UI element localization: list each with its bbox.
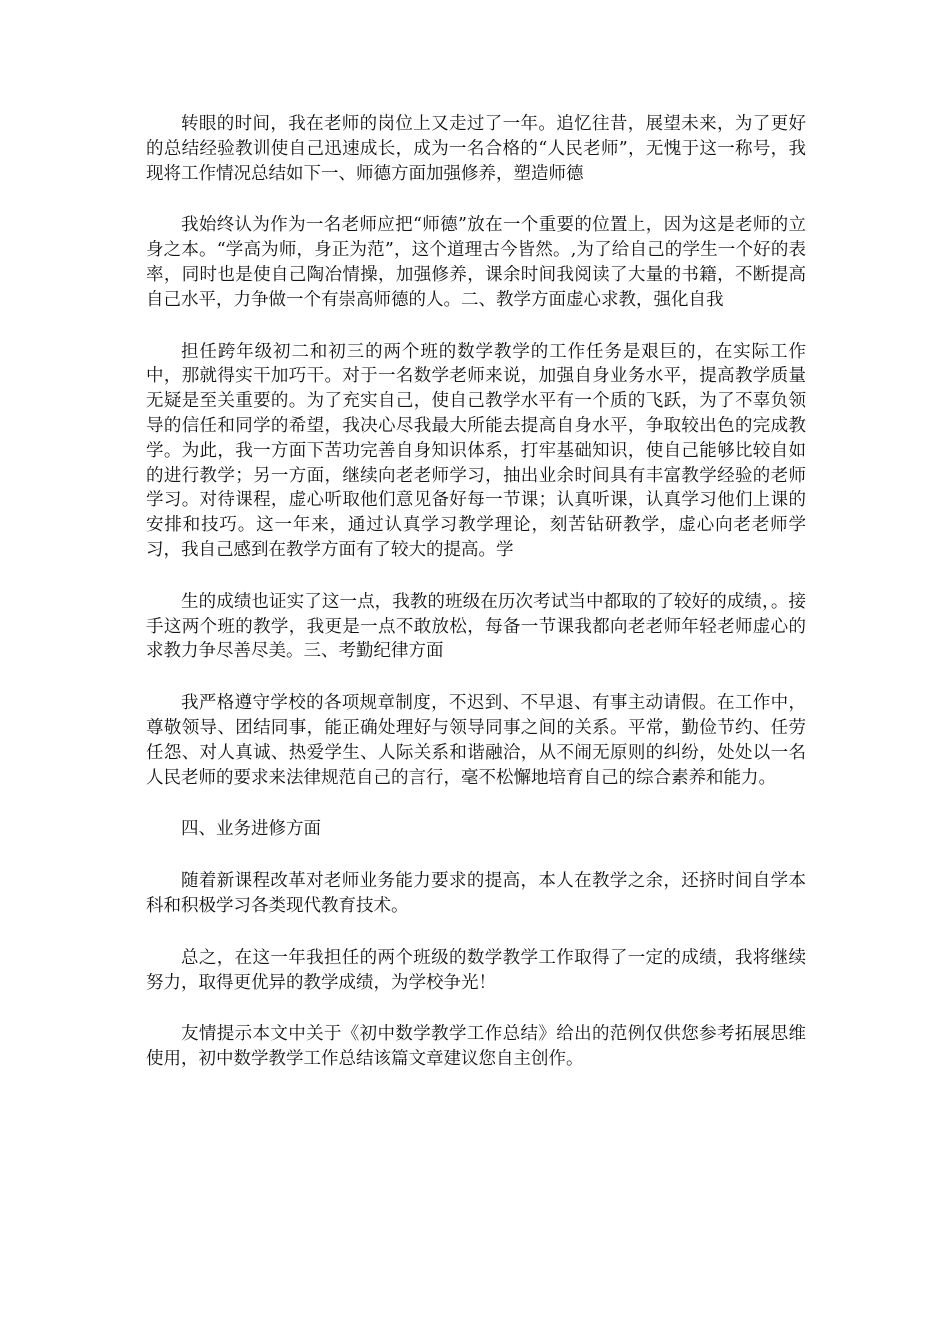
section-heading-professional-development: 四、业务进修方面 [181, 819, 321, 840]
paragraph-teaching: 担任跨年级初二和初三的两个班的数学教学的工作任务是艰巨的，在实际工作中，那就得实干加巧干。对于一名数学老师来说，加强自身业务水平，提高教学质量无疑是至关重要的。为了充实自己，使自己教学水平有一个质的飞跃，为了不辜负领导的信任和同学的希望，我决心尽我最大所能去提高自身水平，争取较出色的完成教学。为此，我一方面下苦功完善自身知识体系，打牢基础知识，使自己能够比较自如的进行教学；另一方面，继续向老老师学习，抽出业余时间具有丰富教学经验的老师学习。对待课程，虚心听取他们意见备好每一节课；认真听课，认真学习他们上课的安排和技巧。这一年来，通过认真学习教学理论，刻苦钻研教学，虚心向老老师学习，我自己感到在教学方面有了较大的提高。学 [146, 341, 806, 560]
paragraph-conclusion: 总之，在这一年我担任的两个班级的数学教学工作取得了一定的成绩，我将继续努力，取得更优异的教学成绩，为学校争光！ [146, 947, 806, 993]
paragraph-results: 生的成绩也证实了这一点，我教的班级在历次考试当中都取的了较好的成绩，。接手这两个班的教学，我更是一点不敢放松，每备一节课我都向老老师年轻老师虚心的求教力争尽善尽美。三、考勤纪律方面 [146, 591, 806, 662]
document-body [146, 112, 806, 1099]
paragraph-teacher-ethics: 我始终认为作为一名老师应把“师德”放在一个重要的位置上，因为这是老师的立身之本。“学高为师，身正为范”，这个道理古今皆然。,为了给自己的学生一个好的表率，同时也是使自己陶冶情操，加强修养，课余时间我阅读了大量的书籍，不断提高自己水平，力争做一个有崇高师德的人。二、教学方面虚心求教，强化自我 [146, 215, 806, 310]
paragraph-notice: 友情提示本文中关于《初中数学教学工作总结》给出的范例仅供您参考拓展思维使用，初中数学教学工作总结该篇文章建议您自主创作。 [146, 1024, 806, 1070]
paragraph-discipline: 我严格遵守学校的各项规章制度，不迟到、不早退、有事主动请假。在工作中，尊敬领导、团结同事，能正确处理好与领导同事之间的关系。平常，勤俭节约、任劳任怨、对人真诚、热爱学生、人际关系和谐融洽，从不闹无原则的纠纷，处处以一名人民老师的要求来法律规范自己的言行，毫不松懈地培育自己的综合素养和能力。 [146, 693, 806, 788]
paragraph-intro: 转眼的时间，我在老师的岗位上又走过了一年。追忆往昔，展望未来，为了更好的总结经验教训使自己迅速成长，成为一名合格的“人民老师”，无愧于这一称号，我现将工作情况总结如下一、师德方面加强修养，塑造师德 [146, 114, 806, 184]
paragraph-professional-development: 随着新课程改革对老师业务能力要求的提高，本人在教学之余，还挤时间自学本科和积极学习各类现代教育技术。 [146, 871, 806, 916]
